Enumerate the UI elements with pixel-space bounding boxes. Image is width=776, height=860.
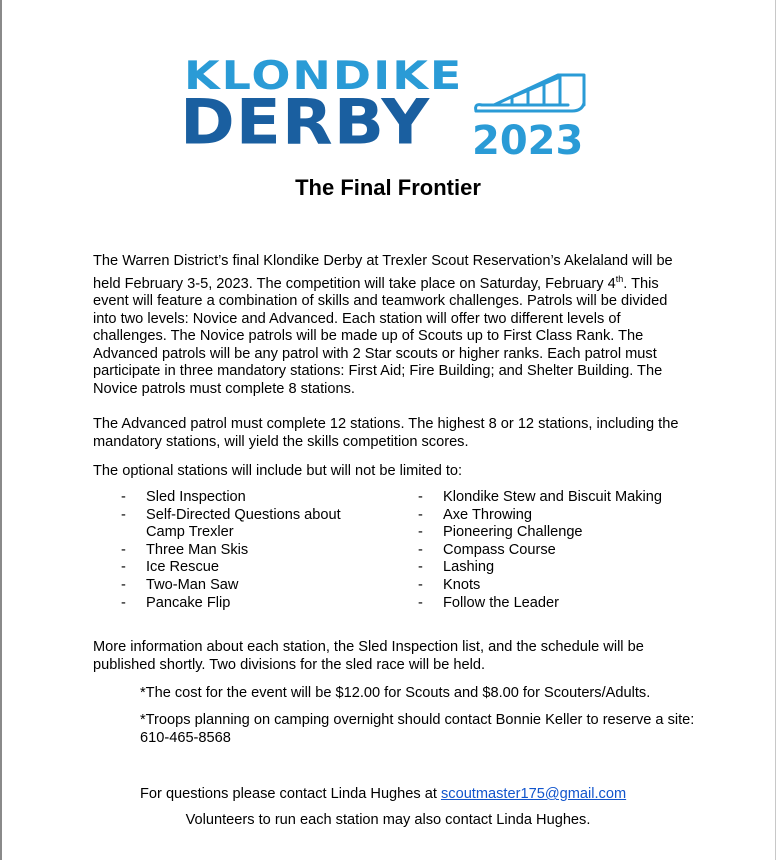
station-label: Pioneering Challenge xyxy=(443,524,583,541)
page-title: The Final Frontier xyxy=(295,175,481,200)
intro-paragraph xyxy=(93,253,693,399)
bullet-dash: - xyxy=(418,489,423,505)
page-left-border xyxy=(0,0,2,860)
bullet-dash: - xyxy=(418,541,423,558)
camping-note: *Troops planning on camping overnight should contact Bonnie Keller to reserve a site: 610-465-8568 xyxy=(140,712,695,746)
list-item xyxy=(121,507,371,542)
bullet-dash: - xyxy=(121,489,126,505)
list-item xyxy=(418,524,718,542)
intro-text-a: The Warren District’s final Klondike Derby at Trexler Scout Reservation’s Akelaland will be held February 3-5, 2023. The competition will take place on Saturday, February 4 xyxy=(93,253,673,292)
station-label: Compass Course xyxy=(443,541,556,558)
station-label: Two-Man Saw xyxy=(146,576,239,593)
list-item xyxy=(418,559,718,577)
volunteers-line: Volunteers to run each station may also contact Linda Hughes. xyxy=(185,812,591,828)
klondike-derby-logo xyxy=(180,52,600,165)
station-label: Pancake Flip xyxy=(146,594,231,611)
contact-text: For questions please contact Linda Hughes at xyxy=(140,786,441,802)
list-item xyxy=(418,577,718,595)
station-label: Follow the Leader xyxy=(443,594,560,611)
station-label: Self-Directed Questions about Camp Trexler xyxy=(146,506,341,541)
contact-line xyxy=(140,786,626,802)
list-item xyxy=(121,559,371,577)
station-label: Three Man Skis xyxy=(146,541,249,558)
station-label: Sled Inspection xyxy=(146,489,246,505)
bullet-dash: - xyxy=(418,576,423,593)
bullet-dash: - xyxy=(121,559,126,576)
more-info-paragraph: More information about each station, the Sled Inspection list, and the schedule will be published shortly. Two divisions for the sled race will be held. xyxy=(93,639,644,673)
email-link[interactable]: scoutmaster175@gmail.com xyxy=(440,786,627,802)
optional-stations-intro: The optional stations will include but will not be limited to: xyxy=(93,463,463,479)
bullet-dash: - xyxy=(121,594,126,611)
stations-list-right xyxy=(418,489,718,612)
station-label: Ice Rescue xyxy=(146,559,220,576)
logo-year: 2023 xyxy=(472,118,584,164)
list-item xyxy=(121,577,371,595)
bullet-dash: - xyxy=(418,559,423,576)
list-item xyxy=(121,489,371,507)
bullet-dash: - xyxy=(121,541,126,558)
sled-icon xyxy=(472,67,592,123)
list-item xyxy=(418,595,718,613)
bullet-dash: - xyxy=(418,594,423,611)
advanced-paragraph: The Advanced patrol must complete 12 stations. The highest 8 or 12 stations, including the mandatory stations, will yield the skills competition scores. xyxy=(93,416,679,450)
logo-derby-text: DERBY xyxy=(180,85,431,159)
bullet-dash: - xyxy=(121,576,126,593)
station-label: Lashing xyxy=(443,559,495,576)
station-label: Klondike Stew and Biscuit Making xyxy=(443,489,663,505)
bullet-dash: - xyxy=(121,506,126,523)
bullet-dash: - xyxy=(418,506,423,523)
stations-list-left xyxy=(121,489,371,612)
station-label: Axe Throwing xyxy=(443,506,532,523)
list-item xyxy=(418,507,718,525)
logo-klondike-text: KLONDIKE xyxy=(184,52,464,99)
list-item xyxy=(418,489,718,507)
intro-text-b: . This event will feature a combination of skills and teamwork challenges. Patrols will be divided into two levels: Novice and Advanced. Each station will offer two different levels of challenges. The Novice patrols will be made up of Scouts up to First Class Rank. The Advanced patrols will be any patrol with 2 Star scouts or higher ranks. Each patrol must participate in three mandatory stations: First Aid; Fire Building; and Shelter Building. The Novice patrols must complete 8 stations. xyxy=(93,275,668,398)
list-item xyxy=(418,542,718,560)
list-item xyxy=(121,595,371,613)
bullet-dash: - xyxy=(418,524,423,541)
list-item xyxy=(121,542,371,560)
cost-note: *The cost for the event will be $12.00 for Scouts and $8.00 for Scouters/Adults. xyxy=(140,685,651,701)
station-label: Knots xyxy=(443,576,481,593)
intro-superscript: th xyxy=(615,273,624,284)
